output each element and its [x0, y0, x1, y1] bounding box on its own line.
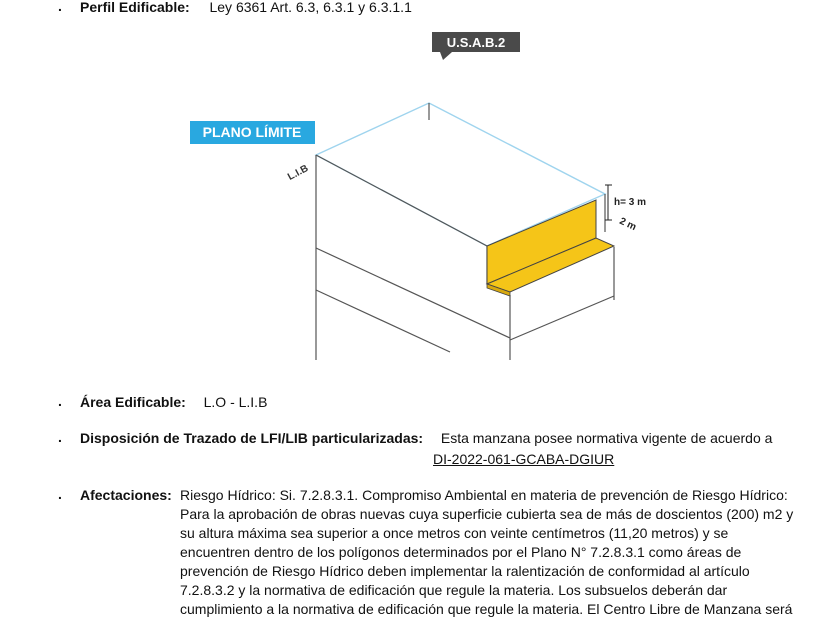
disposicion-link[interactable]: DI-2022-061-GCABA-DGIUR	[433, 451, 615, 467]
afectaciones-label: Afectaciones:	[80, 487, 172, 503]
area-bullet: .	[58, 393, 62, 409]
depth-label: 2 m	[617, 215, 638, 234]
afectaciones-line: prevención de Riesgo Hídrico deben implementar la ralentización de conformidad al artículo	[180, 563, 750, 579]
perfil-bullet: .	[58, 0, 62, 14]
height-dimension	[605, 185, 612, 220]
plano-limite-text: PLANO LÍMITE	[202, 124, 302, 140]
setback-highlight	[487, 200, 614, 296]
afectaciones-bullet: .	[58, 486, 62, 502]
area-row	[80, 393, 267, 412]
afectaciones-line: encuentren dentro de los polígonos determinados por el Plano N° 7.2.8.3.1 como áreas de	[180, 544, 742, 560]
perfil-label: Perfil Edificable:	[80, 0, 190, 15]
height-label: h= 3 m	[614, 197, 646, 208]
disposicion-label: Disposición de Trazado de LFI/LIB particularizadas:	[80, 430, 424, 446]
afectaciones-line: cumplimiento a la normativa de edificación que regule la materia. El Centro Libre de Manzana será	[180, 601, 793, 617]
area-value: L.O - L.I.B	[203, 394, 268, 410]
afectaciones-line: su altura máxima sea superior a once metros con veinte centímetros (11,20 metros) y se	[180, 525, 729, 541]
usab-tag-text: U.S.A.B.2	[446, 35, 506, 50]
area-label: Área Edificable:	[80, 394, 186, 410]
afectaciones-line: 7.2.8.3.2 y la normativa de edificación que regule la materia. Los subsuelos deberán dar	[180, 582, 728, 598]
afectaciones-line: Para la aprobación de obras nuevas cuya superficie cubierta sea de más de doscientos (200) m2 y	[180, 506, 794, 522]
afectaciones-text	[180, 486, 793, 619]
lib-label: L.I.B	[286, 163, 311, 183]
afectaciones-line: Riesgo Hídrico: Si. 7.2.8.3.1. Compromiso Ambiental en materia de prevención de Riesgo Hídrico:	[180, 487, 788, 503]
disposicion-bullet: .	[58, 429, 62, 445]
disposicion-value: Esta manzana posee normativa vigente de acuerdo a	[440, 430, 773, 446]
usab-tag	[432, 32, 520, 60]
disposicion-row	[80, 429, 772, 448]
perfil-value: Ley 6361 Art. 6.3, 6.3.1 y 6.3.1.1	[209, 0, 412, 15]
plano-limite-tag	[190, 121, 315, 144]
disposicion-link-wrap	[433, 450, 614, 469]
